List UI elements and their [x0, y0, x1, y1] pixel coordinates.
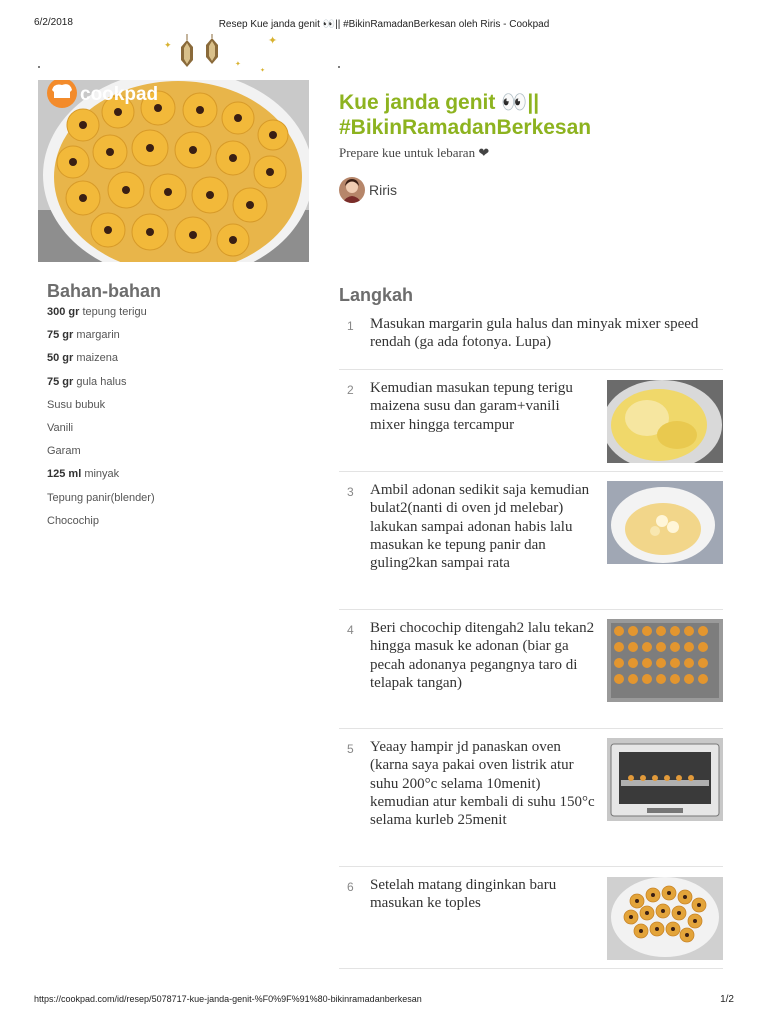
step-item: [339, 876, 723, 969]
step-text: Ambil adonan sedikit saja kemudian bulat2(nanti di oven jd melebar) lakukan sampai adonan habis lalu masukan ke tepung panir dan guling2kan sampai rata: [370, 482, 590, 572]
ingredient-item: [47, 491, 155, 514]
ingredient-item: [47, 421, 155, 444]
svg-text:✦: ✦: [164, 41, 172, 51]
ingredient-item: [47, 514, 155, 537]
ingredient-name: Garam: [47, 445, 81, 458]
print-page-title: Resep Kue janda genit 👀|| #BikinRamadanBerkesan oleh Riris - Cookpad: [218, 19, 550, 30]
step-item: [339, 738, 723, 867]
ingredient-quantity: 75 gr: [47, 329, 74, 342]
ingredient-quantity: 300 gr: [47, 306, 80, 318]
ingredient-item: [47, 467, 155, 490]
svg-text:✦: ✦: [235, 60, 241, 68]
ingredient-item: [47, 444, 155, 467]
step-text: Yeaay hampir jd panaskan oven (karna saya pakai oven listrik atur suhu 200°c selama 10menit) kemudian atur kembali di suhu 150°c selama kurleb 25menit: [370, 739, 595, 829]
ingredient-name: tepung terigu: [82, 306, 147, 318]
step-number: 1: [347, 319, 354, 333]
ingredient-quantity: 125 ml: [47, 468, 82, 481]
ingredient-name: margarin: [76, 329, 120, 342]
print-date: 6/2/2018: [34, 17, 73, 28]
author-link[interactable]: [339, 177, 397, 203]
print-url: https://cookpad.com/id/resep/5078717-kue-janda-genit-%F0%9F%91%80-bikinramadanberkesan: [34, 994, 422, 1004]
steps-heading: Langkah: [339, 285, 414, 305]
recipe-subtitle: Prepare kue untuk lebaran ❤: [339, 145, 490, 160]
print-page-number: 1/2: [720, 994, 734, 1005]
ingredients-heading: Bahan-bahan: [47, 281, 162, 301]
step-photo[interactable]: [607, 738, 723, 821]
ingredient-name: Susu bubuk: [47, 398, 106, 411]
step-number: 6: [347, 880, 354, 894]
dot-marker: [338, 66, 340, 68]
step-item: [339, 315, 723, 370]
ingredient-item: [47, 375, 155, 398]
ingredient-quantity: 50 gr: [47, 352, 74, 365]
avatar[interactable]: [339, 177, 365, 203]
ingredient-name: maizena: [76, 352, 118, 365]
ingredient-item: [47, 398, 155, 421]
step-photo[interactable]: [607, 877, 723, 960]
step-item: [339, 619, 723, 729]
step-item: [339, 379, 723, 472]
ingredient-name: Vanili: [47, 421, 74, 434]
recipe-title: Kue janda genit 👀|| #BikinRamadanBerkesan: [339, 91, 592, 139]
ingredient-item: [47, 328, 155, 351]
step-number: 2: [347, 383, 354, 397]
step-text: Setelah matang dinginkan baru masukan ke toples: [370, 877, 557, 912]
ingredient-name: Tepung panir(blender): [47, 491, 155, 504]
step-text: Kemudian masukan tepung terigu maizena susu dan garam+vanili mixer hingga tercampur: [370, 380, 573, 433]
step-photo[interactable]: [607, 481, 723, 564]
ingredient-quantity: 75 gr: [47, 375, 74, 388]
ramadan-lantern-decoration: [160, 34, 290, 74]
svg-text:✦: ✦: [268, 34, 278, 47]
author-name[interactable]: Riris: [369, 182, 397, 198]
step-number: 5: [347, 742, 354, 756]
step-photo[interactable]: [607, 619, 723, 702]
ingredient-item: [47, 351, 155, 374]
step-text: Beri chocochip ditengah2 lalu tekan2 hingga masuk ke adonan (biar ga pecah adonanya pegangnya taro di telapak tangan): [370, 620, 595, 691]
recipe-hero-photo: [38, 80, 309, 262]
svg-text:✦: ✦: [260, 67, 266, 74]
ingredient-item: [47, 305, 155, 328]
step-text: Masukan margarin gula halus dan minyak mixer speed rendah (ga ada fotonya. Lupa): [370, 316, 699, 351]
step-photo[interactable]: [607, 380, 723, 463]
ingredient-name: gula halus: [76, 375, 127, 388]
step-item: [339, 481, 723, 610]
cookpad-logo-text: cookpad: [80, 84, 159, 105]
ingredient-list: [47, 305, 155, 537]
ingredient-name: minyak: [84, 468, 120, 481]
step-number: 4: [347, 623, 354, 637]
dot-marker: [38, 66, 40, 68]
ingredient-name: Chocochip: [47, 514, 99, 527]
step-number: 3: [347, 485, 354, 499]
